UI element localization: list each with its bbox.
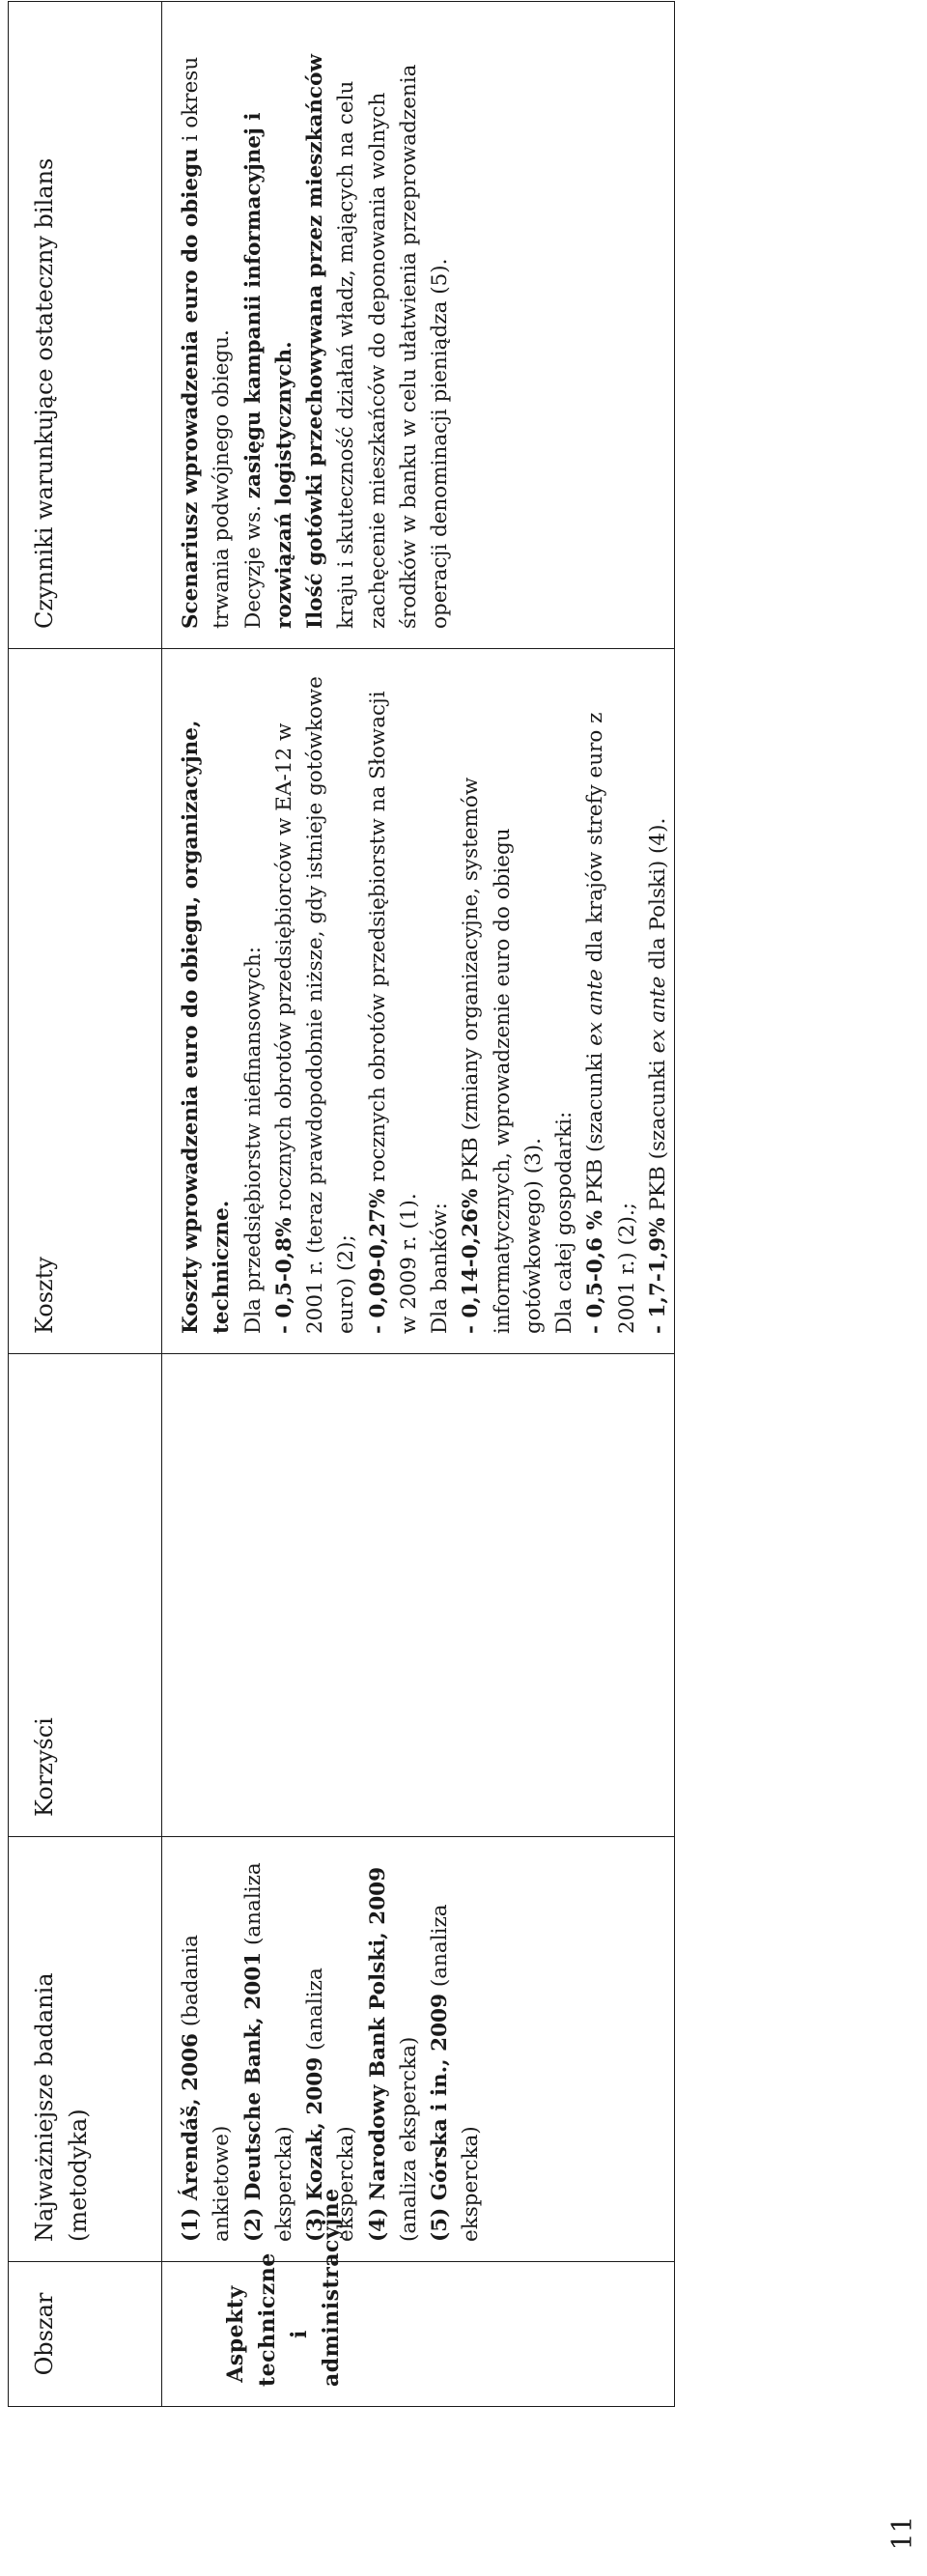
factor-highlight: zasięgu kampanii informacyjnej i rozwiązań logistycznych.	[240, 112, 296, 629]
study-item	[176, 1856, 239, 2242]
cost-description: dla Polski) (4).	[645, 817, 670, 977]
cost-description: PKB (szacunki	[645, 1053, 670, 1218]
cost-item-banks	[456, 668, 549, 1334]
cost-item-economy-2	[643, 668, 674, 1334]
study-method: (analiza ekspercka)	[428, 1904, 484, 2242]
factor-text: Decyzje ws.	[240, 498, 266, 629]
factor-text: kraju i skuteczność działań władz, mających na celu zachęcenie mieszkańców do deponowania wolnych środków w banku w celu ułatwienia przeprowadzenia operacji denominacji pieniądza (5).	[334, 64, 452, 629]
cost-range: - 1,7-1,9%	[645, 1217, 670, 1334]
factor-cash	[300, 21, 456, 629]
cost-benefit-table	[8, 1, 675, 2407]
study-method: (analiza ekspercka)	[396, 2036, 421, 2242]
ex-ante-term: ex ante	[583, 969, 608, 1046]
study-method: (analiza ekspercka)	[240, 1862, 296, 2242]
table-row	[162, 2, 675, 2407]
cost-description: rocznych obrotów przedsiębiorstw na Słowacji w 2009 r. (1).	[365, 691, 421, 1334]
cost-range: - 0,5-0,6 %	[583, 1209, 608, 1334]
ex-ante-term: ex ante	[645, 976, 670, 1054]
cost-item-economy-1	[580, 668, 643, 1334]
cost-description: dla krajów strefy euro z 2001 r.) (2).;	[583, 712, 639, 1334]
study-method: (analiza ekspercka)	[303, 1967, 359, 2242]
enterprises-label: Dla przedsiębiorstw niefinansowych:	[240, 947, 266, 1334]
study-item	[300, 1856, 363, 2242]
study-title: (3) Kozak, 2009	[303, 2056, 327, 2242]
study-item	[425, 1856, 488, 2242]
study-title: (4) Narodowy Bank Polski, 2009	[365, 1866, 390, 2242]
header-benefits: Korzyści	[9, 1354, 162, 1837]
table-header-row	[9, 2, 162, 2407]
factors-cell	[162, 2, 675, 649]
cost-description: PKB (zmiany organizacyjne, systemów informatycznych, wprowadzenie euro do obiegu gotówkowego) (3).	[459, 777, 546, 1334]
header-costs: Koszty	[9, 649, 162, 1354]
factor-campaign	[239, 21, 301, 629]
page-number: 11	[885, 2515, 918, 2551]
banks-label: Dla banków:	[428, 1203, 452, 1334]
factor-highlight: Scenariusz wprowadzenia euro do obiegu	[179, 148, 203, 629]
cost-range: - 0,5-0,8%	[271, 1217, 296, 1334]
study-item	[239, 1856, 301, 2242]
factor-highlight: Ilość gotówki przechowywana przez mieszkańców	[303, 54, 327, 629]
costs-heading	[176, 668, 239, 1334]
cost-description: PKB (szacunki	[583, 1045, 608, 1210]
area-cell: Aspekty techniczne i administracyjne	[162, 2262, 675, 2407]
study-title: (1) Árendáš, 2006	[179, 2033, 203, 2242]
costs-cell	[162, 649, 675, 1354]
studies-cell	[162, 1837, 675, 2262]
benefits-cell	[162, 1354, 675, 1837]
study-item	[363, 1856, 426, 2242]
factor-text: i okresu trwania podwójnego obiegu.	[179, 56, 235, 629]
factor-scenario	[176, 21, 239, 629]
header-factors: Czynniki warunkujące ostateczny bilans	[9, 2, 162, 649]
header-obszar: Obszar	[9, 2262, 162, 2407]
cost-item-enterprises-2	[363, 668, 426, 1334]
study-title: (2) Deutsche Bank, 2001	[240, 1951, 266, 2242]
cost-range: - 0,09-0,27%	[365, 1188, 390, 1334]
study-title: (5) Górska i in., 2009	[428, 1994, 452, 2242]
cost-item-enterprises-1	[269, 668, 363, 1334]
header-studies: Najważniejsze badania (metodyka)	[9, 1837, 162, 2262]
costs-heading-text: Koszty wprowadzenia euro do obiegu, organizacyjne, techniczne.	[179, 720, 235, 1334]
economy-label: Dla całej gospodarki:	[552, 1111, 576, 1334]
study-method: (badania ankietowe)	[179, 1935, 235, 2242]
cost-range: - 0,14-0,26%	[459, 1188, 484, 1334]
cost-description: rocznych obrotów przedsiębiorców w EA-12 w 2001 r. (teraz prawdopodobnie niższe, gdy istnieje gotówkowe euro) (2);	[271, 676, 359, 1334]
